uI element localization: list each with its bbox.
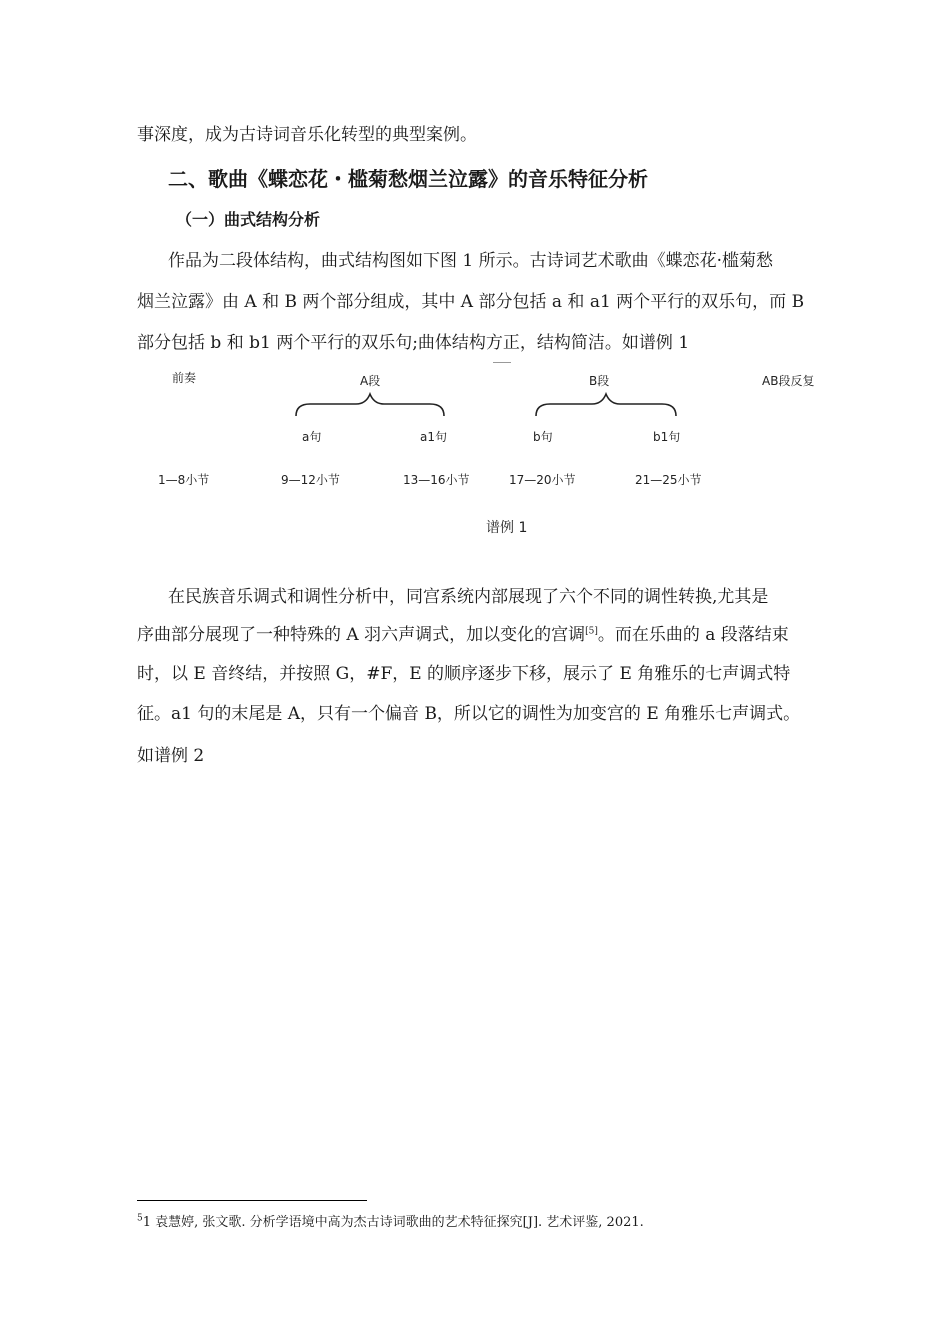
citation-ref: [5] — [585, 626, 598, 637]
footnote — [137, 1211, 644, 1230]
brace-a — [290, 390, 450, 420]
subsection-heading: （一）曲式结构分析 — [176, 210, 321, 229]
label-section-a: A段 — [360, 374, 381, 388]
paragraph-line: 在民族音乐调式和调性分析中，同宫系统内部展现了六个不同的调性转换,尤其是 — [168, 587, 769, 607]
section-heading: 二、歌曲《蝶恋花・槛菊愁烟兰泣露》的音乐特征分析 — [168, 167, 648, 191]
intro-paragraph-tail: 事深度，成为古诗词音乐化转型的典型案例。 — [137, 125, 477, 145]
label-prelude: 前奏 — [172, 371, 197, 385]
footnote-separator — [137, 1200, 367, 1201]
paragraph-line: 作品为二段体结构，曲式结构图如下图 1 所示。古诗词艺术歌曲《蝶恋花·槛菊愁 — [168, 251, 774, 271]
paragraph-line: 部分包括 b 和 b1 两个平行的双乐句;曲体结构方正，结构简洁。如谱例 1 — [137, 333, 690, 353]
footnote-mark: 5 — [137, 1213, 143, 1224]
paragraph-line: 时，以 E 音终结，并按照 G，#F，E 的顺序逐步下移，展示了 E 角雅乐的七声调式特 — [137, 664, 791, 684]
label-bars-b1: 21—25小节 — [635, 473, 702, 487]
label-phrase-b: b句 — [533, 430, 553, 444]
paragraph-text: 序曲部分展现了一种特殊的 A 羽六声调式，加以变化的宫调 — [137, 625, 586, 645]
figure-caption: 谱例 1 — [486, 520, 528, 536]
footnote-text: 1 袁慧婷, 张文歌. 分析学语境中高为杰古诗词歌曲的艺术特征探究[J]. 艺术评鉴, 2021. — [142, 1215, 644, 1230]
brace-b — [530, 390, 690, 420]
label-bars-a1: 13—16小节 — [403, 473, 470, 487]
paragraph-line: 烟兰泣露》由 A 和 B 两个部分组成，其中 A 部分包括 a 和 a1 两个平行的双乐句，而 B — [137, 292, 805, 312]
paragraph-line: 如谱例 2 — [137, 746, 205, 766]
label-phrase-b1: b1句 — [653, 430, 681, 444]
label-ab-repeat: AB段反复 — [762, 374, 815, 388]
divider — [493, 362, 511, 363]
paragraph-line: 征。a1 句的末尾是 A，只有一个偏音 B，所以它的调性为加变宫的 E 角雅乐七声调式。 — [137, 704, 801, 724]
label-phrase-a: a句 — [302, 430, 322, 444]
label-section-b: B段 — [589, 374, 610, 388]
label-phrase-a1: a1句 — [420, 430, 447, 444]
label-bars-b: 17—20小节 — [509, 473, 576, 487]
paragraph-text: 。而在乐曲的 a 段落结束 — [597, 625, 789, 645]
label-bars-prelude: 1—8小节 — [158, 473, 210, 487]
label-bars-a: 9—12小节 — [281, 473, 340, 487]
paragraph-line — [137, 617, 861, 653]
